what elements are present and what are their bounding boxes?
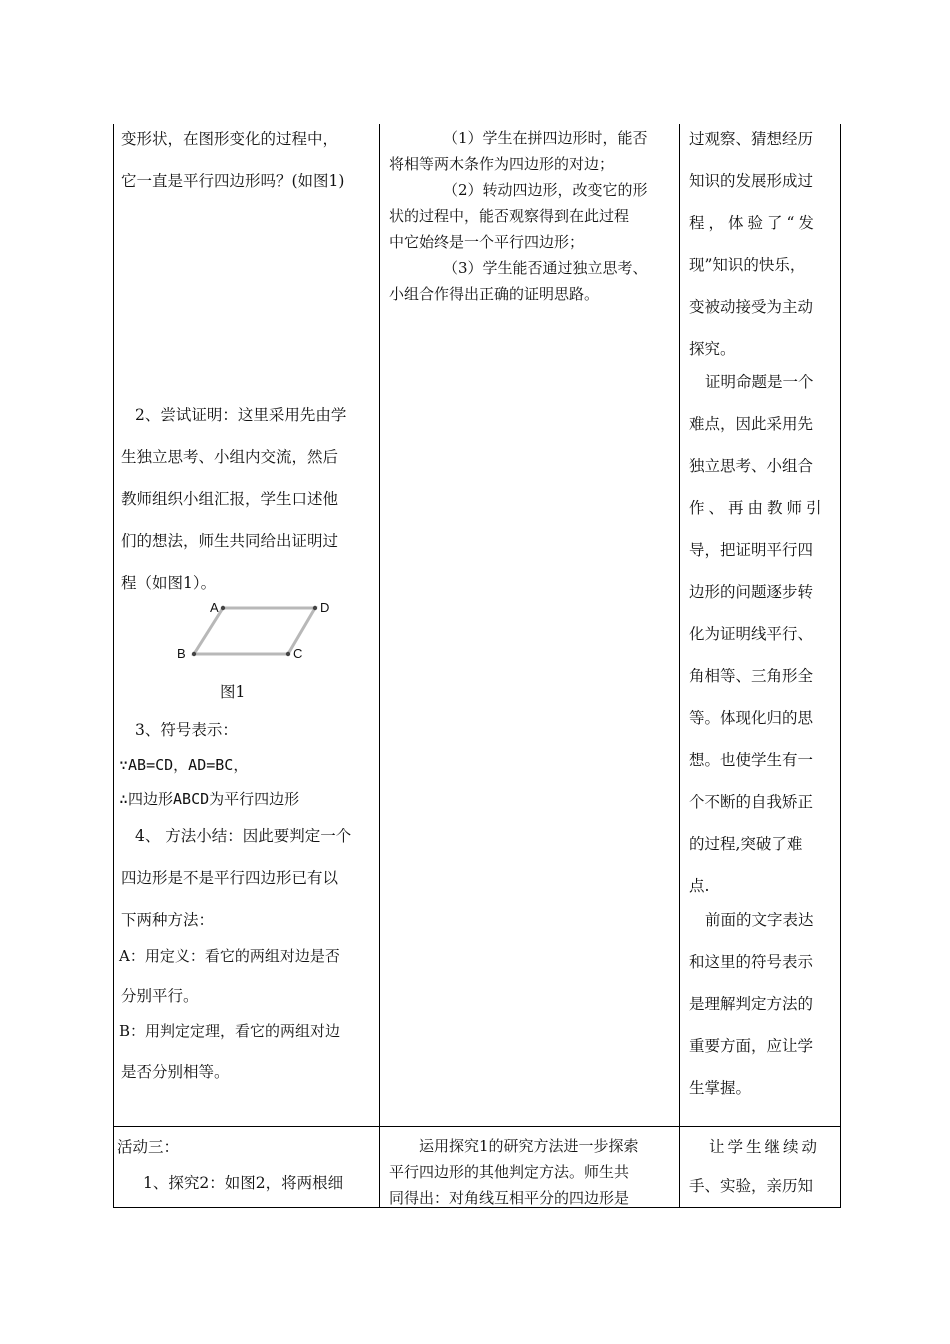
lesson-table <box>113 124 841 1208</box>
col3-text-line: 和这里的符号表示 <box>689 953 814 971</box>
col3-text-line: 独立思考、小组合 <box>689 457 814 475</box>
col1-text-line: B：用判定定理，看它的两组对边 <box>119 1022 341 1040</box>
vertex-label-c: C <box>293 646 303 661</box>
col3-text-line: 作、再由教师引 <box>689 499 826 517</box>
col1-text-line: 教师组织小组汇报，学生口述他 <box>121 490 339 508</box>
col2-text-line: （1）学生在拼四边形时，能否 <box>443 129 648 147</box>
col1-text-line: ∴四边形ABCD为平行四边形 <box>119 790 300 808</box>
col2-text-line: （3）学生能否通过独立思考、 <box>443 259 648 277</box>
col3-text-line: 边形的问题逐步转 <box>689 583 814 601</box>
col1-text-line: 生独立思考、小组内交流，然后 <box>121 448 339 466</box>
col3-text-line: 角相等、三角形全 <box>689 667 814 685</box>
col3-text-line: 难点，因此采用先 <box>689 415 814 433</box>
col3-text-line: 等。体现化归的思 <box>689 709 814 727</box>
col3-text-line: 程，体验了“发 <box>689 214 818 232</box>
col3-text-line: 现”知识的快乐， <box>689 256 806 274</box>
col3-text-line: 想。也使学生有一 <box>689 751 814 769</box>
col1-text-line: A：用定义：看它的两组对边是否 <box>119 947 340 965</box>
col1-text-line: 下两种方法： <box>121 911 215 929</box>
col2-text-line: 平行四边形的其他判定方法。师生共 <box>389 1163 630 1181</box>
col3-text-line: 导，把证明平行四 <box>689 541 814 559</box>
column-divider-2 <box>679 124 680 1208</box>
col1-text-line: 它一直是平行四边形吗？(如图1) <box>121 172 345 190</box>
vertex-b-dot <box>192 652 196 656</box>
col1-text-line: 是否分别相等。 <box>121 1063 230 1081</box>
col3-text-line: 前面的文字表达 <box>705 911 814 929</box>
table-border-left <box>113 124 114 1208</box>
col1-text-line: 程（如图1）。 <box>121 574 217 592</box>
column-divider-1 <box>379 124 380 1208</box>
col1-text-line: 1、探究2：如图2，将两根细 <box>143 1174 344 1192</box>
col1-text-line: 分别平行。 <box>121 987 199 1005</box>
col2-text-line: （2）转动四边形，改变它的形 <box>443 181 648 199</box>
col3-text-line: 探究。 <box>689 340 736 358</box>
col1-text-line: 3、符号表示： <box>135 721 238 739</box>
col3-text-line: 证明命题是一个 <box>705 373 814 391</box>
col1-text-line: 2、尝试证明：这里采用先由学 <box>135 406 347 424</box>
col3-text-line: 重要方面，应让学 <box>689 1037 814 1055</box>
col2-text-line: 小组合作得出正确的证明思路。 <box>389 285 600 303</box>
col3-text-line: 化为证明线平行、 <box>689 625 814 643</box>
col3-text-line: 让学生继续动 <box>709 1138 821 1156</box>
col1-text-line: 四边形是不是平行四边形已有以 <box>121 869 339 887</box>
parallelogram-figure <box>173 598 343 664</box>
table-border-right <box>840 124 841 1208</box>
vertex-d-dot <box>313 606 317 610</box>
vertex-label-a: A <box>210 600 219 615</box>
col3-text-line: 的过程,突破了难 <box>689 835 803 853</box>
col3-text-line: 知识的发展形成过 <box>689 172 814 190</box>
vertex-a-dot <box>221 606 225 610</box>
col1-text-line: 4、 方法小结：因此要判定一个 <box>135 827 352 845</box>
figure-caption: 图1 <box>220 683 246 701</box>
vertex-c-dot <box>286 652 290 656</box>
col1-text-line: ∵AB=CD，AD=BC， <box>119 756 249 774</box>
col3-text-line: 变被动接受为主动 <box>689 298 814 316</box>
col2-text-line: 运用探究1的研究方法进一步探索 <box>419 1137 639 1155</box>
col1-text-line: 们的想法，师生共同给出证明过 <box>121 532 339 550</box>
col1-text-line: 变形状，在图形变化的过程中， <box>121 130 339 148</box>
activity-title: 活动三： <box>117 1138 180 1156</box>
col3-text-line: 个不断的自我矫正 <box>689 793 814 811</box>
col3-text-line: 是理解判定方法的 <box>689 995 814 1013</box>
col2-text-line: 将相等两木条作为四边形的对边； <box>389 155 615 173</box>
vertex-label-d: D <box>320 600 330 615</box>
col3-text-line: 生掌握。 <box>689 1079 752 1097</box>
col2-text-line: 中它始终是一个平行四边形； <box>389 233 585 251</box>
col3-text-line: 手、实验，亲历知 <box>689 1177 814 1195</box>
row-divider <box>113 1126 841 1127</box>
col2-text-line: 同得出：对角线互相平分的四边形是 <box>389 1189 630 1207</box>
vertex-label-b: B <box>177 646 186 661</box>
col3-text-line: 点. <box>689 877 710 895</box>
col3-text-line: 过观察、猜想经历 <box>689 130 814 148</box>
col2-text-line: 状的过程中，能否观察得到在此过程 <box>389 207 630 225</box>
